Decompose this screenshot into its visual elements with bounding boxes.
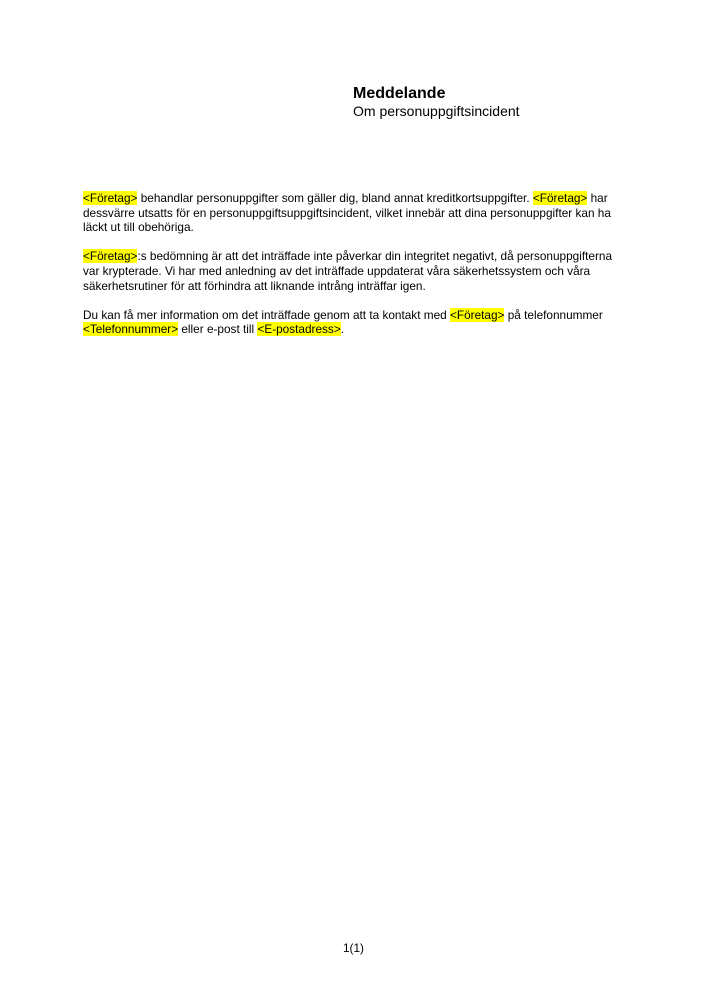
- document-header: [353, 85, 520, 120]
- text-run: :s bedömning är att det inträffade inte påverkar din integritet negativt, då personuppgifterna var krypterade. Vi har med anledning av det inträffade uppdaterat våra säkerhetssystem och våra säkerhetsrutiner för att förhindra att liknande intrång inträffar igen.: [83, 249, 613, 293]
- paragraph-1: [83, 191, 628, 235]
- highlighted-placeholder: <E-postadress>: [257, 322, 341, 337]
- document-title: Meddelande: [353, 85, 446, 102]
- highlighted-placeholder: <Företag>: [83, 191, 138, 205]
- paragraph-2: [83, 249, 628, 293]
- text-run: .: [340, 322, 344, 337]
- highlighted-placeholder: <Företag>: [450, 307, 505, 322]
- text-run: behandlar personuppgifter som gäller dig, bland annat kreditkortsuppgifter.: [137, 191, 533, 205]
- text-run: har dessvärre utsatts för en personuppgiftsuppgiftsincident, vilket innebär att dina personuppgifter kan ha läckt ut till obehöriga.: [83, 191, 611, 235]
- text-run: Du kan få mer information om det inträffade genom att ta kontakt med: [83, 307, 450, 322]
- text-run: på telefonnummer: [504, 307, 603, 322]
- text-run: eller e-post till: [178, 322, 258, 337]
- document-body: [83, 191, 628, 352]
- page-number: 1(1): [343, 941, 364, 955]
- highlighted-placeholder: <Telefonnummer>: [83, 322, 179, 337]
- highlighted-placeholder: <Företag>: [532, 191, 588, 205]
- document-subtitle: Om personuppgiftsincident: [353, 103, 520, 119]
- highlighted-placeholder: <Företag>: [83, 249, 138, 264]
- paragraph-3: [83, 308, 628, 337]
